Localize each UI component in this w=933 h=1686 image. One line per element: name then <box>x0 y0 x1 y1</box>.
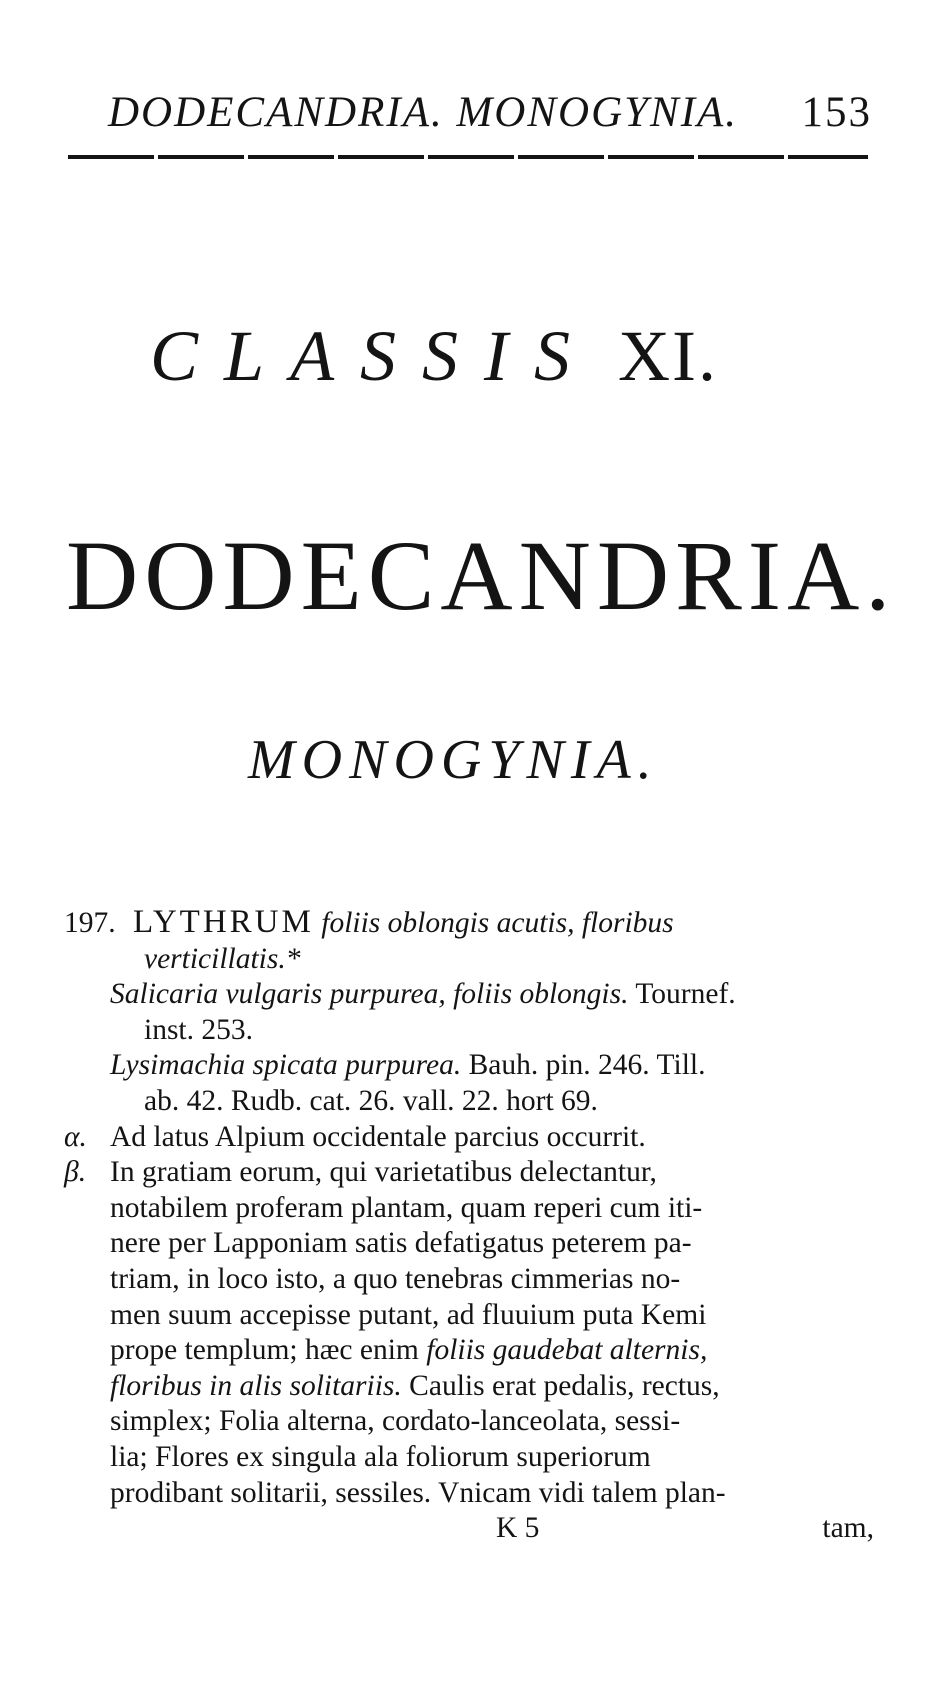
running-head <box>108 88 872 137</box>
entry-headline <box>64 905 874 942</box>
diagnosis-text: foliis oblongis acutis, floribus <box>321 907 674 939</box>
variety-beta-line: prodibant solitarii, sessiles. Vnicam vidi talem plan- <box>110 1476 726 1509</box>
entry-number: 197. <box>64 907 116 939</box>
running-head-title: DODECANDRIA. MONOGYNIA. <box>108 89 739 136</box>
signature-mark: K 5 <box>496 1512 540 1545</box>
variety-beta-line <box>64 1369 874 1405</box>
variety-beta-line: triam, in loco isto, a quo tenebras cimmerias no- <box>110 1262 681 1295</box>
class-heading <box>150 315 718 398</box>
variety-text: prope templum; hæc enim <box>110 1334 419 1367</box>
genus-name: LYTHRUM <box>133 904 314 940</box>
variety-italic-text: floribus in alis solitariis. <box>110 1369 402 1402</box>
page-number: 153 <box>801 89 872 136</box>
diagnosis-continuation: verticillatis.* <box>144 942 301 975</box>
variety-text: In gratiam eorum, qui varietatibus delectantur, <box>110 1156 657 1189</box>
variety-beta-line: simplex; Folia alterna, cordato-lanceolata, sessi- <box>110 1405 681 1438</box>
synonym-salicaria <box>64 977 874 1013</box>
class-label: CLASSIS <box>150 316 597 396</box>
synonym-reference-continuation: inst. 253. <box>144 1013 253 1046</box>
variety-beta-line: notabilem proferam plantam, quam reperi cum iti- <box>110 1191 703 1224</box>
synonym-reference: Tournef. <box>635 978 736 1011</box>
synonym-reference-continuation: ab. 42. Rudb. cat. 26. vall. 22. hort 69. <box>144 1084 598 1117</box>
variety-beta-line: nere per Lapponiam satis defatigatus peterem pa- <box>110 1227 692 1260</box>
synonym-reference: Bauh. pin. 246. Till. <box>468 1049 706 1082</box>
synonym-name: Lysimachia spicata purpurea. <box>110 1049 462 1082</box>
head-rule-breaks <box>68 154 868 161</box>
variety-beta-line: lia; Flores ex singula ala foliorum superiorum <box>110 1440 651 1473</box>
variety-beta-line: men suum accepisse putant, ad fluuium puta Kemi <box>110 1298 707 1331</box>
order-name: MONOGYNIA. <box>248 729 659 791</box>
variety-text: Caulis erat pedalis, rectus, <box>409 1369 720 1402</box>
synonym-lysimachia <box>64 1048 874 1084</box>
species-entry <box>64 905 874 1547</box>
page-footer <box>64 1511 874 1547</box>
variety-marker: α. <box>64 1120 87 1153</box>
variety-beta-line <box>64 1155 874 1191</box>
class-numeral: XI. <box>618 316 719 396</box>
synonym-name: Salicaria vulgaris purpurea, foliis oblongis. <box>110 978 629 1011</box>
catchword: tam, <box>822 1512 874 1545</box>
variety-marker: β. <box>64 1156 87 1189</box>
variety-alpha <box>64 1120 874 1156</box>
class-name: DODECANDRIA. <box>66 520 897 631</box>
variety-italic-text: foliis gaudebat alternis, <box>426 1334 708 1367</box>
variety-beta-line <box>64 1333 874 1369</box>
variety-text: Ad latus Alpium occidentale parcius occurrit. <box>110 1120 646 1153</box>
